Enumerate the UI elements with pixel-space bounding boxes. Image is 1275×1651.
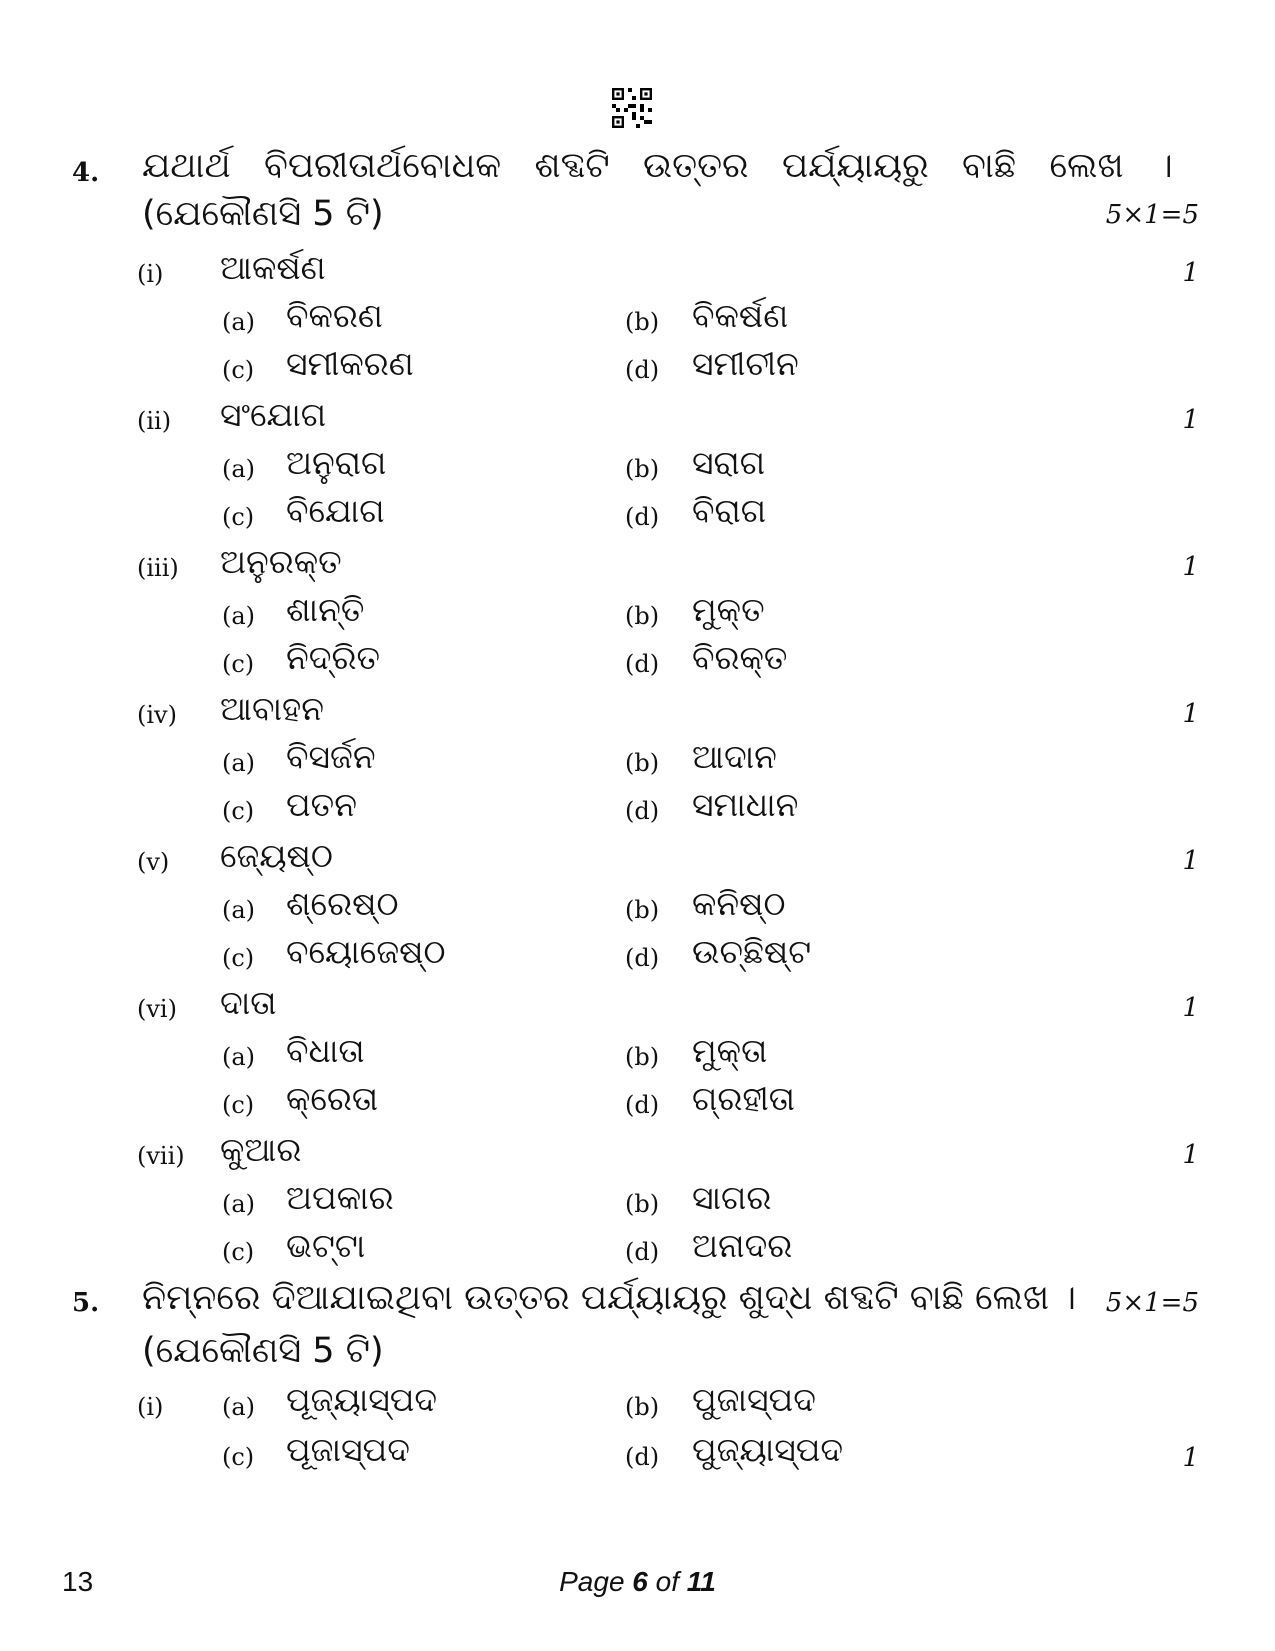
item-word: ଅନୁରକ୍ତ <box>220 542 342 581</box>
option-text: କନିଷ୍ଠ <box>692 884 786 923</box>
item-word: ଜ୍ୟେଷ୍ଠ <box>220 836 333 875</box>
option-text: ସମୀଚୀନ <box>692 344 799 383</box>
option-label: (c) <box>222 650 255 678</box>
option-label: (d) <box>625 797 660 825</box>
option-label: (a) <box>222 308 256 336</box>
item-marks: 1 <box>1182 1443 1199 1473</box>
option-label: (c) <box>222 356 255 384</box>
item-number: (ii) <box>137 407 172 435</box>
option-text: ବିକରଣ <box>286 296 383 335</box>
option-text: ଗ୍ରହୀତା <box>692 1079 796 1118</box>
option-text: ବିରକ୍ତ <box>692 638 788 677</box>
option-label: (b) <box>625 602 660 630</box>
qr-code-icon <box>612 88 652 128</box>
item-word: ଆବାହନ <box>220 689 324 728</box>
question-subtext: (ଯେକୌଣସି 5 ଟି) <box>142 194 384 234</box>
option-label: (b) <box>625 308 660 336</box>
page-total: 11 <box>686 1566 716 1597</box>
option-text: ପୂଜ୍ୟାସ୍ପଦ <box>286 1380 438 1419</box>
option-text: ବିରାଗ <box>692 491 767 530</box>
option-text: ବିକର୍ଷଣ <box>692 296 789 335</box>
option-text: ଅପକାର <box>286 1178 394 1217</box>
item-number: (iii) <box>137 554 179 582</box>
item-number: (iv) <box>137 701 177 729</box>
option-label: (c) <box>222 503 255 531</box>
option-label: (c) <box>222 1091 255 1119</box>
option-label: (d) <box>625 1091 660 1119</box>
option-text: ବିଯୋଗ <box>286 491 385 530</box>
option-text: ପୂଜାସ୍ପଦ <box>286 1430 410 1469</box>
option-text: ଶାନ୍ତି <box>286 590 365 629</box>
option-label: (a) <box>222 1190 256 1218</box>
option-text: ଅନାଦର <box>692 1226 793 1265</box>
page-indicator <box>0 1566 1275 1598</box>
option-text: ଶ୍ରେଷ୍ଠ <box>286 884 399 923</box>
question-marks: 5×1=5 <box>1105 1288 1199 1318</box>
option-text: ଅନୁରାଗ <box>286 443 387 482</box>
option-text: ପୁଜ୍ୟାସ୍ପଦ <box>692 1430 844 1469</box>
option-label: (b) <box>625 1043 660 1071</box>
option-text: ସମୀକରଣ <box>286 344 414 383</box>
question-text: ଯଥାର୍ଥ ବିପରୀତାର୍ଥବୋଧକ ଶବ୍ଦଟି ଉତ୍ତର ପର୍ଯ୍ୟାୟରୁ ବାଛି ଲେଖ । <box>142 146 1173 186</box>
question-number: 4. <box>72 158 100 188</box>
item-marks: 1 <box>1182 1140 1199 1170</box>
item-number: (i) <box>137 260 164 288</box>
item-word: ଦାତା <box>220 983 277 1022</box>
option-label: (d) <box>625 944 660 972</box>
option-label: (c) <box>222 1443 255 1471</box>
option-text: ପତନ <box>286 785 357 824</box>
option-text: ବୟୋଜେଷ୍ଠ <box>286 932 446 971</box>
option-label: (b) <box>625 749 660 777</box>
option-label: (a) <box>222 455 256 483</box>
option-text: ବିଧାତା <box>286 1031 365 1070</box>
item-marks: 1 <box>1182 993 1199 1023</box>
question-text: ନିମ୍ନରେ ଦିଆଯାଇଥିବା ଉତ୍ତର ପର୍ଯ୍ୟାୟରୁ ଶୁଦ୍ଧ ଶବ୍ଦଟି ବାଛି ଲେଖ । <box>142 1278 1077 1318</box>
item-number: (vii) <box>137 1142 185 1170</box>
item-marks: 1 <box>1182 699 1199 729</box>
option-label: (b) <box>625 1190 660 1218</box>
option-label: (a) <box>222 749 256 777</box>
paper-code: 13 <box>62 1566 94 1597</box>
option-label: (c) <box>222 797 255 825</box>
option-label: (d) <box>625 1443 660 1471</box>
option-label: (c) <box>222 1238 255 1266</box>
option-label: (a) <box>222 896 256 924</box>
item-marks: 1 <box>1182 258 1199 288</box>
option-label: (c) <box>222 944 255 972</box>
option-text: ବିସର୍ଜନ <box>286 737 376 776</box>
question-marks: 5×1=5 <box>1105 200 1199 230</box>
option-label: (d) <box>625 650 660 678</box>
option-text: ନିଦ୍ରିତ <box>286 638 380 677</box>
option-text: ମୁକ୍ତା <box>692 1031 768 1070</box>
page-number: 6 <box>632 1566 648 1597</box>
option-text: ସାଗର <box>692 1178 772 1217</box>
option-label: (a) <box>222 1043 256 1071</box>
option-text: କ୍ରେତା <box>286 1079 379 1118</box>
item-word: ଆକର୍ଷଣ <box>220 248 326 287</box>
option-label: (a) <box>222 1393 256 1421</box>
item-number: (v) <box>137 848 170 876</box>
option-label: (b) <box>625 896 660 924</box>
option-label: (d) <box>625 356 660 384</box>
option-text: ପୁଜାସ୍ପଦ <box>692 1380 816 1419</box>
item-marks: 1 <box>1182 552 1199 582</box>
item-number: (vi) <box>137 995 177 1023</box>
option-text: ଉଚ୍ଛିଷ୍ଟ <box>692 932 812 971</box>
option-label: (d) <box>625 1238 660 1266</box>
item-marks: 1 <box>1182 846 1199 876</box>
item-word: କୁଆର <box>220 1130 302 1169</box>
option-label: (b) <box>625 1393 660 1421</box>
page-of: of <box>647 1566 687 1597</box>
option-label: (d) <box>625 503 660 531</box>
option-text: ମୁକ୍ତ <box>692 590 765 629</box>
option-label: (b) <box>625 455 660 483</box>
question-number: 5. <box>72 1288 100 1318</box>
option-text: ଭଟ୍ଟା <box>286 1226 366 1265</box>
item-number: (i) <box>137 1393 164 1421</box>
option-text: ସରାଗ <box>692 443 766 482</box>
option-text: ଆଦାନ <box>692 737 777 776</box>
item-word: ସଂଯୋଗ <box>220 395 327 434</box>
question-subtext: (ଯେକୌଣସି 5 ଟି) <box>142 1331 384 1371</box>
page-prefix: Page <box>559 1566 633 1597</box>
item-marks: 1 <box>1182 405 1199 435</box>
option-label: (a) <box>222 602 256 630</box>
option-text: ସମାଧାନ <box>692 785 799 824</box>
